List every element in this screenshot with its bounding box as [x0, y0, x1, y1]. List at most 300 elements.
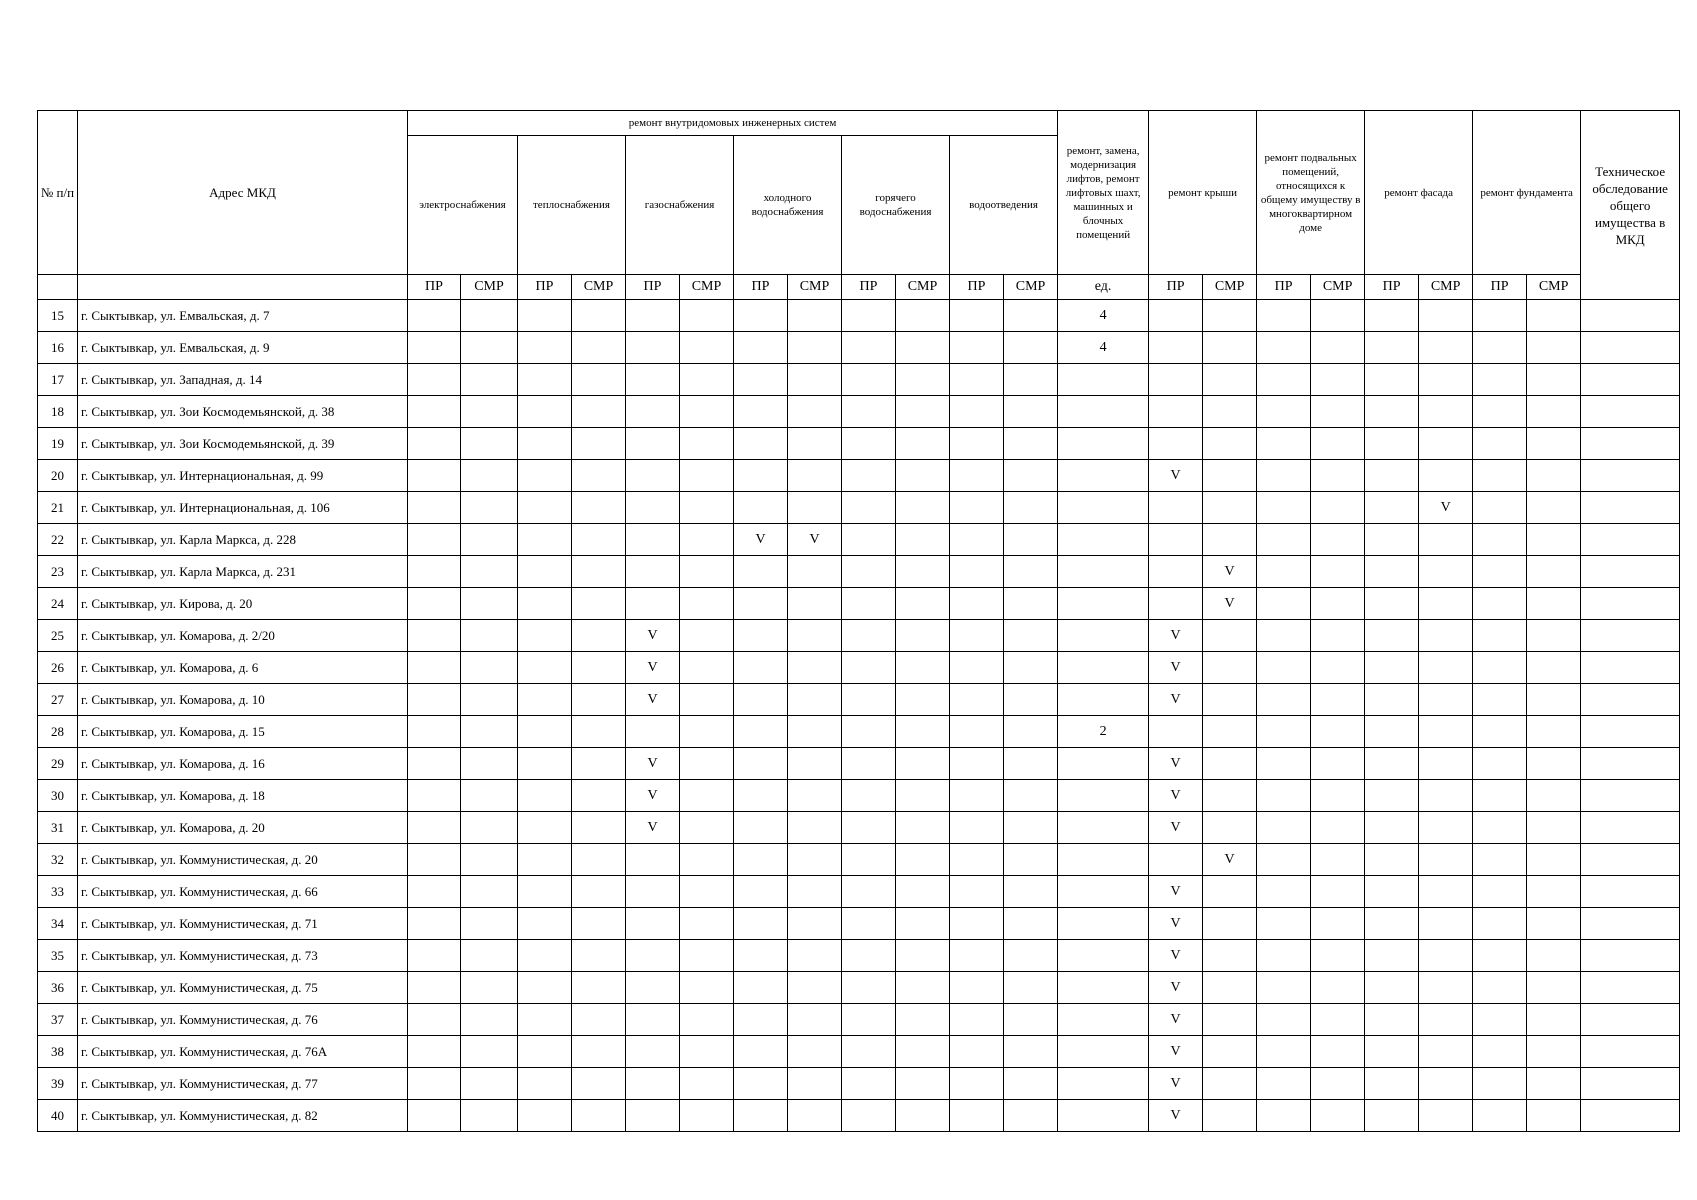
table-cell: [1419, 1100, 1473, 1132]
table-cell: V: [626, 652, 680, 684]
table-cell: [1058, 492, 1149, 524]
row-address: г. Сыктывкар, ул. Коммунистическая, д. 75: [78, 972, 408, 1004]
table-cell: [408, 876, 461, 908]
table-cell: [950, 1100, 1004, 1132]
table-cell: [1473, 1068, 1527, 1100]
table-cell: [626, 1068, 680, 1100]
table-cell: [1004, 332, 1058, 364]
table-cell: [518, 940, 572, 972]
table-cell: [1203, 1004, 1257, 1036]
table-cell: [734, 460, 788, 492]
table-cell: [408, 492, 461, 524]
table-cell: [1311, 652, 1365, 684]
table-cell: [461, 1100, 518, 1132]
table-cell: [842, 620, 896, 652]
table-cell: [626, 876, 680, 908]
table-cell: [1473, 588, 1527, 620]
table-cell: [1473, 620, 1527, 652]
table-cell: [788, 748, 842, 780]
table-cell: [1581, 844, 1680, 876]
table-cell: [842, 428, 896, 460]
table-cell: [680, 620, 734, 652]
table-row: [38, 1036, 1680, 1068]
table-cell: [461, 460, 518, 492]
table-cell: V: [1149, 684, 1203, 716]
table-cell: [1365, 620, 1419, 652]
table-row: [38, 908, 1680, 940]
table-cell: [518, 588, 572, 620]
table-cell: [1419, 556, 1473, 588]
row-address: г. Сыктывкар, ул. Зои Космодемьянской, д. 38: [78, 396, 408, 428]
table-cell: [842, 876, 896, 908]
table-cell: [626, 1100, 680, 1132]
table-cell: [1419, 620, 1473, 652]
table-cell: [626, 300, 680, 332]
table-cell: [408, 332, 461, 364]
table-cell: [734, 748, 788, 780]
table-cell: [408, 972, 461, 1004]
table-cell: [1473, 428, 1527, 460]
table-cell: [572, 460, 626, 492]
table-cell: [1203, 812, 1257, 844]
table-cell: [1365, 428, 1419, 460]
table-cell: [950, 812, 1004, 844]
table-cell: [1581, 876, 1680, 908]
row-address: г. Сыктывкар, ул. Комарова, д. 2/20: [78, 620, 408, 652]
table-cell: [680, 300, 734, 332]
table-cell: [950, 716, 1004, 748]
table-cell: [1365, 748, 1419, 780]
table-cell: [734, 364, 788, 396]
table-row: [38, 524, 1680, 556]
subheader-unit: ед.: [1058, 275, 1149, 300]
table-cell: [788, 620, 842, 652]
table-cell: [896, 588, 950, 620]
table-cell: [461, 844, 518, 876]
table-cell: [1311, 460, 1365, 492]
table-cell: [788, 428, 842, 460]
table-cell: [572, 1004, 626, 1036]
table-cell: [1527, 396, 1581, 428]
table-cell: [461, 908, 518, 940]
table-cell: [408, 1036, 461, 1068]
table-cell: [734, 588, 788, 620]
table-cell: [518, 396, 572, 428]
table-cell: [1527, 492, 1581, 524]
row-address: г. Сыктывкар, ул. Коммунистическая, д. 66: [78, 876, 408, 908]
table-cell: [680, 332, 734, 364]
table-row: [38, 588, 1680, 620]
table-cell: [734, 780, 788, 812]
table-cell: [572, 908, 626, 940]
table-cell: [896, 940, 950, 972]
table-cell: [734, 396, 788, 428]
subheader-smr: СМР: [1419, 275, 1473, 300]
table-cell: [950, 492, 1004, 524]
table-cell: [1311, 332, 1365, 364]
table-cell: [1058, 588, 1149, 620]
table-cell: [1581, 428, 1680, 460]
table-cell: [734, 1100, 788, 1132]
table-cell: [734, 652, 788, 684]
table-cell: [1581, 748, 1680, 780]
table-cell: [572, 524, 626, 556]
subheader-pr: ПР: [734, 275, 788, 300]
table-cell: [1149, 396, 1203, 428]
table-cell: [680, 396, 734, 428]
table-cell: [1473, 684, 1527, 716]
table-cell: [1527, 460, 1581, 492]
table-cell: [1058, 460, 1149, 492]
table-cell: [950, 652, 1004, 684]
table-cell: [1257, 460, 1311, 492]
table-cell: [788, 684, 842, 716]
table-cell: [572, 812, 626, 844]
table-cell: [626, 588, 680, 620]
table-cell: [572, 844, 626, 876]
table-cell: [1311, 844, 1365, 876]
table-cell: [1527, 716, 1581, 748]
table-cell: [950, 748, 1004, 780]
subheader-pr: ПР: [842, 275, 896, 300]
table-cell: [950, 972, 1004, 1004]
table-row: [38, 812, 1680, 844]
table-cell: [1527, 556, 1581, 588]
table-cell: [896, 620, 950, 652]
table-cell: [950, 1068, 1004, 1100]
row-number: 15: [38, 300, 78, 332]
table-cell: [1311, 556, 1365, 588]
table-cell: [734, 908, 788, 940]
table-cell: [680, 1036, 734, 1068]
table-row: [38, 780, 1680, 812]
table-cell: V: [1149, 620, 1203, 652]
table-cell: [842, 396, 896, 428]
subheader-pr: ПР: [518, 275, 572, 300]
table-cell: [896, 364, 950, 396]
subheader-pr: ПР: [950, 275, 1004, 300]
subheader-smr: СМР: [461, 275, 518, 300]
table-cell: [950, 620, 1004, 652]
table-cell: [408, 396, 461, 428]
table-cell: [461, 780, 518, 812]
row-address: г. Сыктывкар, ул. Коммунистическая, д. 76А: [78, 1036, 408, 1068]
table-row: [38, 972, 1680, 1004]
table-cell: [518, 684, 572, 716]
table-cell: [896, 844, 950, 876]
table-cell: [1203, 716, 1257, 748]
table-cell: [680, 876, 734, 908]
table-cell: [1149, 588, 1203, 620]
table-cell: [734, 428, 788, 460]
table-cell: [461, 332, 518, 364]
table-cell: [518, 460, 572, 492]
table-cell: [461, 812, 518, 844]
row-address: г. Сыктывкар, ул. Зои Космодемьянской, д. 39: [78, 428, 408, 460]
subheader-smr: СМР: [1527, 275, 1581, 300]
table-cell: 4: [1058, 300, 1149, 332]
table-cell: [734, 876, 788, 908]
table-cell: [842, 1100, 896, 1132]
table-cell: [788, 908, 842, 940]
table-cell: [896, 556, 950, 588]
table-cell: [788, 300, 842, 332]
table-cell: [408, 844, 461, 876]
table-cell: [842, 364, 896, 396]
table-cell: [1581, 1100, 1680, 1132]
table-cell: [1527, 908, 1581, 940]
table-cell: [734, 716, 788, 748]
table-cell: [1058, 972, 1149, 1004]
table-cell: [1257, 748, 1311, 780]
table-cell: V: [1149, 1004, 1203, 1036]
table-cell: [788, 396, 842, 428]
table-cell: [1419, 972, 1473, 1004]
table-cell: [1149, 492, 1203, 524]
table-cell: [1581, 492, 1680, 524]
table-cell: [1058, 1036, 1149, 1068]
table-cell: [461, 556, 518, 588]
table-cell: [788, 844, 842, 876]
table-cell: [1527, 1068, 1581, 1100]
table-cell: [1581, 332, 1680, 364]
table-cell: [788, 1004, 842, 1036]
table-cell: [1419, 876, 1473, 908]
table-cell: [626, 364, 680, 396]
table-cell: [626, 428, 680, 460]
table-cell: [1203, 748, 1257, 780]
table-cell: V: [1149, 780, 1203, 812]
table-cell: [461, 364, 518, 396]
table-cell: [842, 1036, 896, 1068]
subheader-smr: СМР: [788, 275, 842, 300]
subheader-smr: СМР: [1311, 275, 1365, 300]
table-cell: [734, 940, 788, 972]
row-number: 28: [38, 716, 78, 748]
table-cell: [896, 748, 950, 780]
table-cell: [1365, 524, 1419, 556]
table-cell: [1203, 780, 1257, 812]
row-number: 31: [38, 812, 78, 844]
table-cell: [1311, 524, 1365, 556]
table-cell: [518, 780, 572, 812]
table-cell: [1058, 812, 1149, 844]
subheader-pr: ПР: [1365, 275, 1419, 300]
table-row: [38, 428, 1680, 460]
table-cell: [1527, 364, 1581, 396]
table-cell: [518, 364, 572, 396]
table-cell: [1473, 1036, 1527, 1068]
table-cell: [1004, 1036, 1058, 1068]
table-cell: [680, 812, 734, 844]
table-cell: [1203, 1068, 1257, 1100]
repair-plan-table-container: [37, 110, 1675, 1132]
table-cell: [1365, 364, 1419, 396]
table-cell: [896, 300, 950, 332]
table-cell: [1365, 1036, 1419, 1068]
table-cell: [788, 492, 842, 524]
table-cell: [896, 492, 950, 524]
table-cell: [680, 364, 734, 396]
table-cell: [950, 332, 1004, 364]
row-number: 37: [38, 1004, 78, 1036]
table-cell: [1581, 396, 1680, 428]
table-cell: [518, 1100, 572, 1132]
table-cell: [842, 332, 896, 364]
table-cell: [842, 652, 896, 684]
table-cell: [408, 1004, 461, 1036]
table-cell: [1581, 1004, 1680, 1036]
table-cell: [950, 940, 1004, 972]
table-cell: [1004, 652, 1058, 684]
table-cell: [680, 652, 734, 684]
table-cell: [1257, 1036, 1311, 1068]
table-cell: [734, 492, 788, 524]
row-address: г. Сыктывкар, ул. Интернациональная, д. 99: [78, 460, 408, 492]
table-cell: [1419, 908, 1473, 940]
table-cell: [1257, 492, 1311, 524]
table-cell: [1365, 588, 1419, 620]
table-row: [38, 300, 1680, 332]
table-cell: [1473, 524, 1527, 556]
table-cell: [626, 396, 680, 428]
table-cell: [734, 844, 788, 876]
table-cell: [1581, 364, 1680, 396]
table-cell: [1149, 364, 1203, 396]
row-address: г. Сыктывкар, ул. Интернациональная, д. 106: [78, 492, 408, 524]
table-cell: [572, 620, 626, 652]
table-cell: [572, 972, 626, 1004]
table-cell: [1581, 556, 1680, 588]
table-cell: [1473, 300, 1527, 332]
table-cell: [1527, 1004, 1581, 1036]
table-cell: [1527, 812, 1581, 844]
table-cell: [788, 556, 842, 588]
table-cell: [572, 300, 626, 332]
subheader-smr: СМР: [1004, 275, 1058, 300]
table-cell: [461, 588, 518, 620]
table-cell: [950, 780, 1004, 812]
table-cell: [461, 1004, 518, 1036]
table-cell: [518, 876, 572, 908]
table-cell: [1527, 588, 1581, 620]
table-cell: [896, 684, 950, 716]
table-cell: [572, 1100, 626, 1132]
table-cell: [788, 652, 842, 684]
table-cell: [408, 684, 461, 716]
table-cell: [626, 332, 680, 364]
table-cell: [1149, 556, 1203, 588]
table-cell: [1311, 588, 1365, 620]
table-cell: [1365, 716, 1419, 748]
table-row: [38, 556, 1680, 588]
table-cell: [1365, 332, 1419, 364]
table-cell: [626, 940, 680, 972]
table-cell: [1365, 1068, 1419, 1100]
table-cell: V: [626, 812, 680, 844]
table-cell: [1419, 428, 1473, 460]
table-cell: [734, 684, 788, 716]
table-cell: [572, 780, 626, 812]
subheader-blank: [38, 275, 78, 300]
table-cell: [842, 460, 896, 492]
row-number: 16: [38, 332, 78, 364]
table-cell: [788, 460, 842, 492]
table-cell: [1058, 1100, 1149, 1132]
subheader-smr: СМР: [680, 275, 734, 300]
table-cell: [950, 428, 1004, 460]
table-cell: 4: [1058, 332, 1149, 364]
table-row: [38, 1068, 1680, 1100]
table-cell: [572, 652, 626, 684]
table-cell: [1365, 1100, 1419, 1132]
table-cell: [626, 908, 680, 940]
table-cell: [950, 300, 1004, 332]
table-cell: [842, 1068, 896, 1100]
table-cell: [1581, 780, 1680, 812]
table-cell: [626, 556, 680, 588]
row-address: г. Сыктывкар, ул. Комарова, д. 18: [78, 780, 408, 812]
table-cell: V: [1149, 1068, 1203, 1100]
table-cell: [1365, 460, 1419, 492]
table-cell: V: [1149, 812, 1203, 844]
table-cell: [1058, 844, 1149, 876]
row-number: 35: [38, 940, 78, 972]
table-cell: [1004, 876, 1058, 908]
table-cell: [1527, 844, 1581, 876]
table-cell: [896, 876, 950, 908]
table-cell: [1203, 684, 1257, 716]
table-cell: [572, 748, 626, 780]
table-cell: [734, 812, 788, 844]
table-cell: [950, 556, 1004, 588]
table-cell: [680, 1100, 734, 1132]
table-cell: [1527, 524, 1581, 556]
row-number: 23: [38, 556, 78, 588]
subheader-smr: СМР: [1203, 275, 1257, 300]
row-address: г. Сыктывкар, ул. Коммунистическая, д. 77: [78, 1068, 408, 1100]
table-cell: [408, 524, 461, 556]
table-cell: [788, 780, 842, 812]
table-cell: [1203, 1036, 1257, 1068]
table-cell: [1257, 1068, 1311, 1100]
table-cell: [572, 716, 626, 748]
table-cell: [1311, 972, 1365, 1004]
table-cell: [1419, 524, 1473, 556]
row-number: 20: [38, 460, 78, 492]
row-number: 17: [38, 364, 78, 396]
table-cell: [1058, 876, 1149, 908]
table-cell: [1004, 684, 1058, 716]
table-cell: [1311, 1004, 1365, 1036]
header-lifts: ремонт, замена, модернизация лифтов, ремонт лифтовых шахт, машинных и блочных помещений: [1058, 111, 1149, 275]
table-cell: [1004, 1100, 1058, 1132]
table-cell: [1058, 1004, 1149, 1036]
table-cell: [626, 844, 680, 876]
table-cell: [950, 524, 1004, 556]
table-cell: [1527, 300, 1581, 332]
table-cell: [408, 300, 461, 332]
row-number: 21: [38, 492, 78, 524]
table-cell: [896, 716, 950, 748]
header-hot-water: горячего водоснабжения: [842, 136, 950, 275]
table-cell: [518, 1036, 572, 1068]
table-cell: [461, 940, 518, 972]
table-cell: [1257, 972, 1311, 1004]
table-cell: [518, 620, 572, 652]
table-cell: V: [1203, 844, 1257, 876]
table-cell: [950, 396, 1004, 428]
